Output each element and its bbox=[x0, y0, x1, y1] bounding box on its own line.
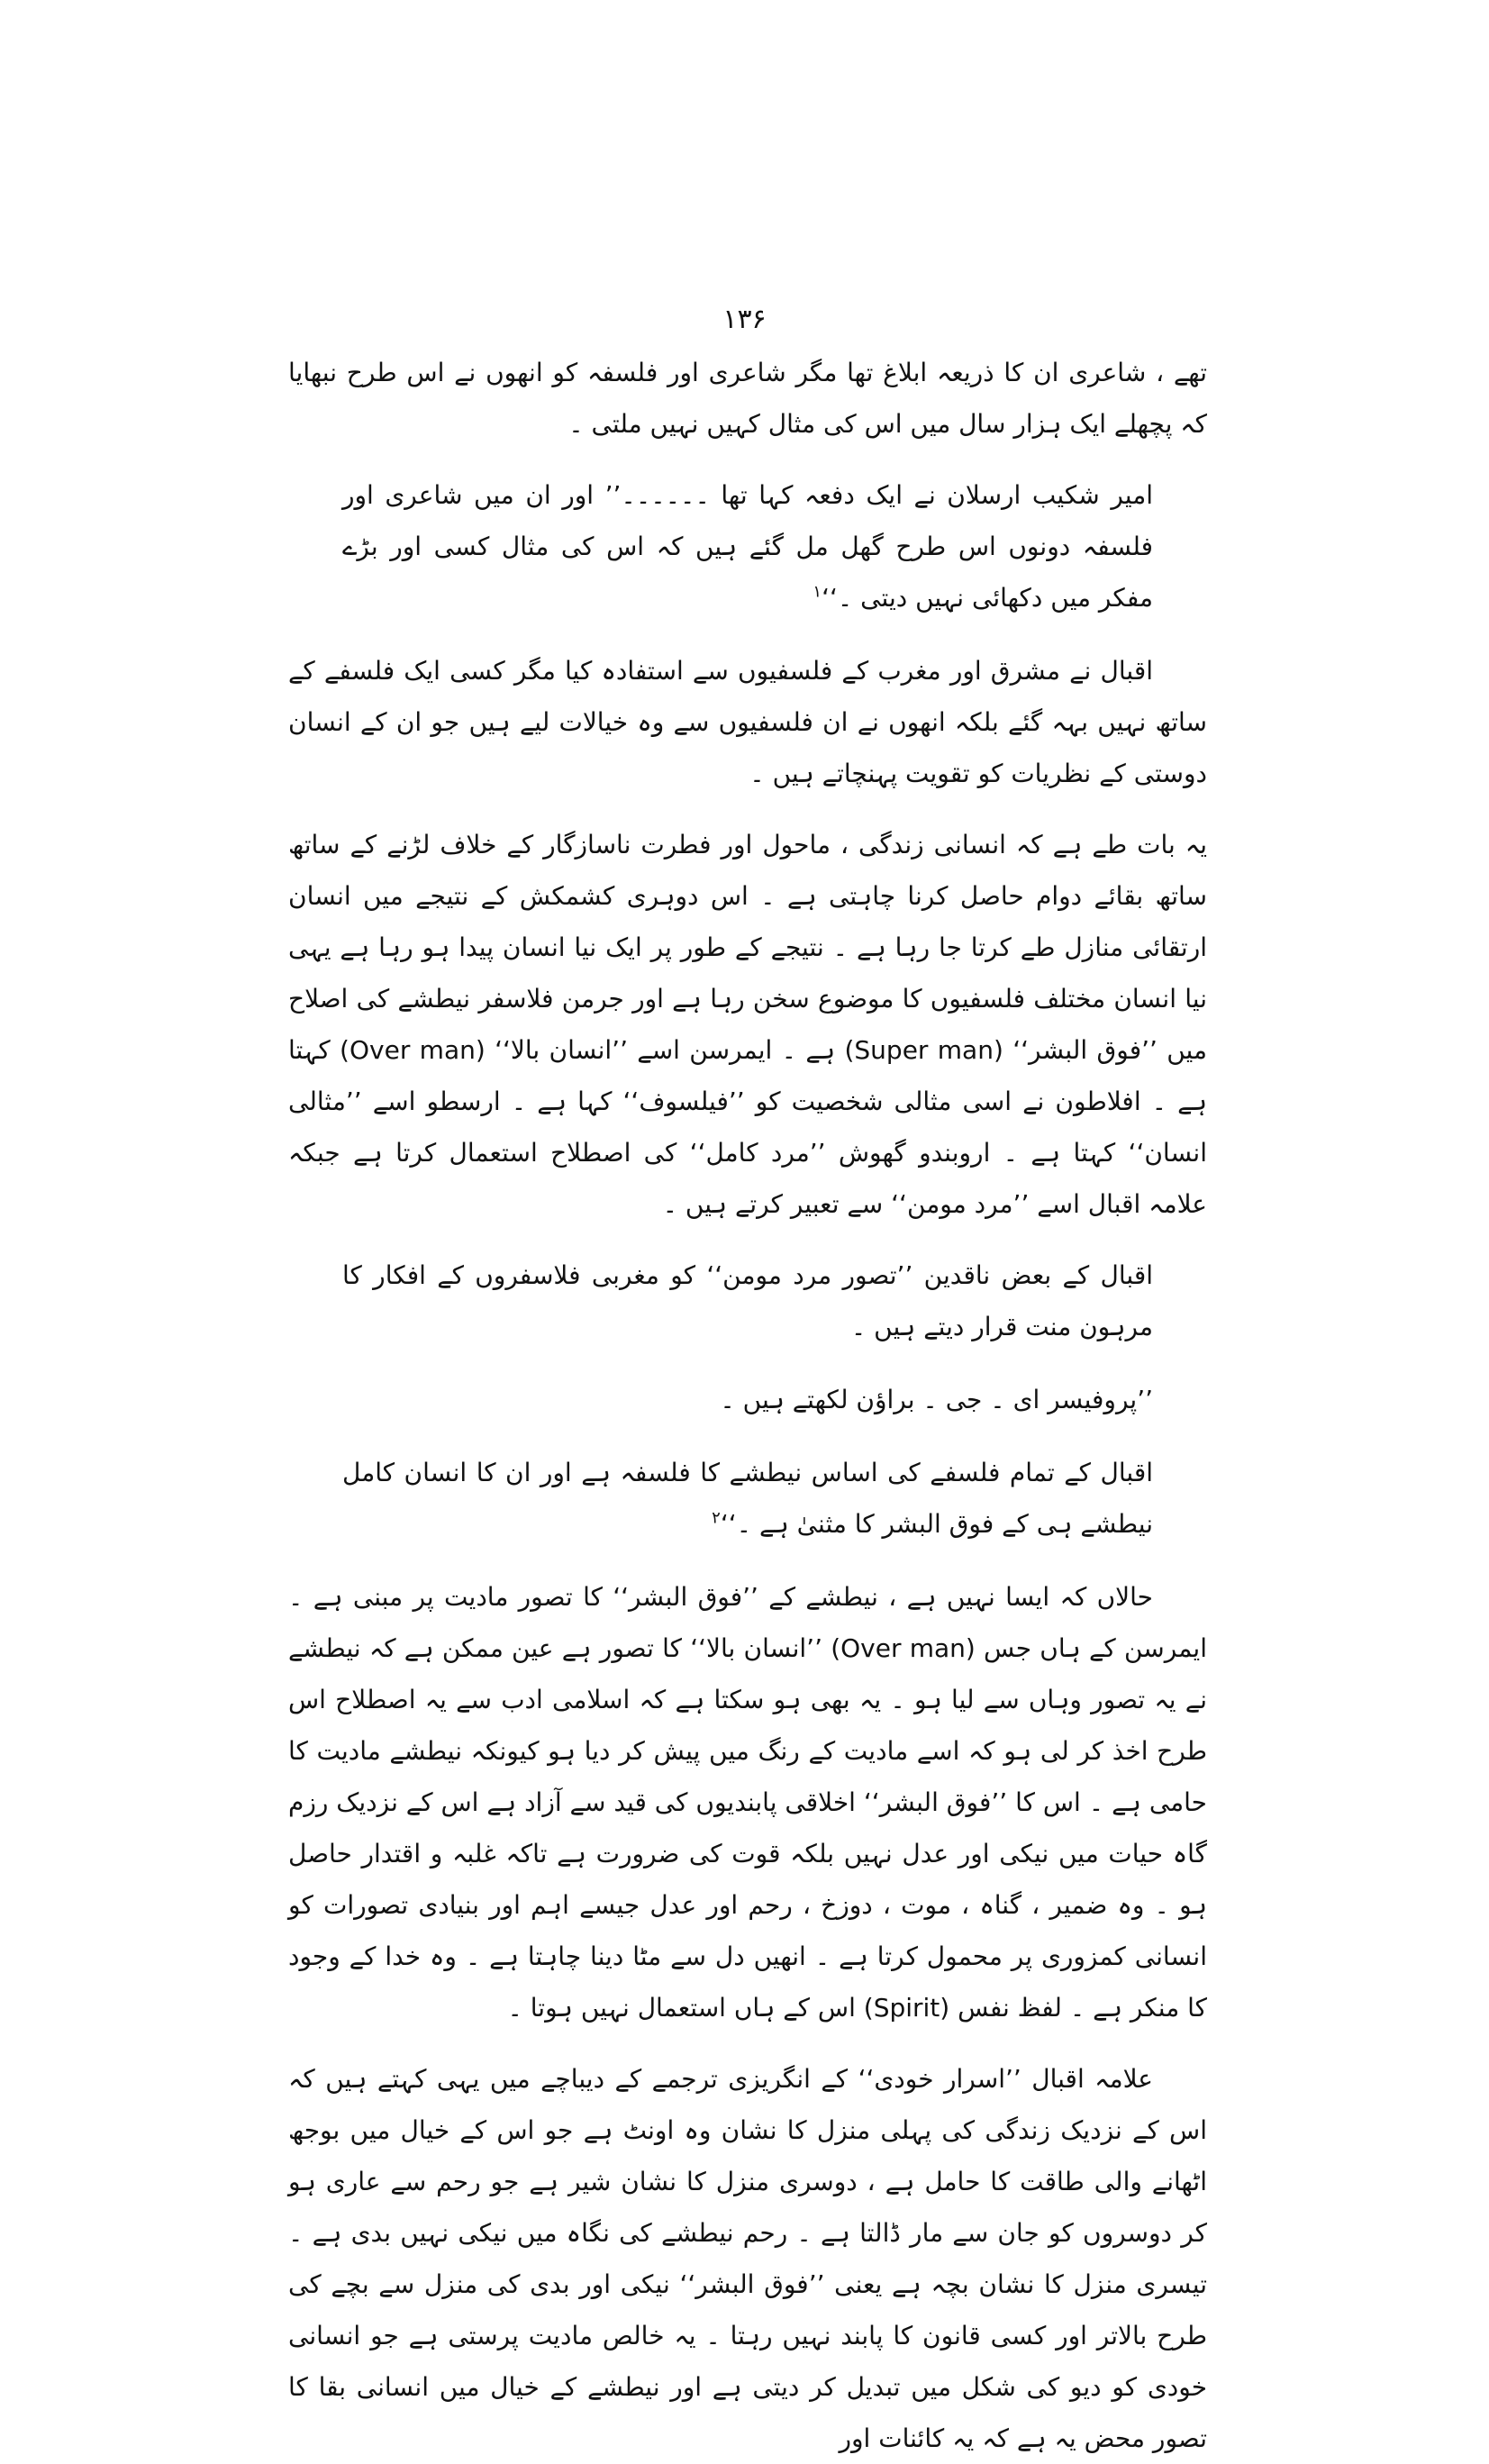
paragraph-critics: اقبال کے بعض ناقدین ’’تصور مرد مومن‘‘ کو مغربی فلاسفروں کے افکار کا مرہون منت قرار دیتے ہیں ۔ bbox=[342, 1260, 1153, 1341]
paragraph-8: حالاں کہ ایسا نہیں ہے ، نیطشے کے ’’فوق البشر‘‘ کا تصور مادیت پر مبنی ہے ۔ ایمرسن کے ہاں جس (Over man) ’’انسان بالا‘‘ کا تصور ہے عین ممکن ہے کہ نیطشے نے یہ تصور وہاں سے لیا ہو ۔ یہ بھی ہو سکتا ہے کہ اسلامی ادب سے یہ اصطلاح اس طرح اخذ کر لی ہو کہ اسے مادیت کے رنگ میں پیش کر دیا ہو کیونکہ نیطشے مادیت کا حامی ہے ۔ اس کا ’’فوق البشر‘‘ اخلاقی پابندیوں کی قید سے آزاد ہے اس کے نزدیک رزم گاہ حیات میں نیکی اور عدل نہیں بلکہ قوت کی ضرورت ہے تاکہ غلبہ و اقتدار حاصل ہو ۔ وہ ضمیر ، گناہ ، موت ، دوزخ ، رحم اور عدل جیسے اہم اور بنیادی تصورات کو انسانی کمزوری پر محمول کرتا ہے ۔ انھیں دل سے مٹا دینا چاہتا ہے ۔ وہ خدا کے وجود کا منکر ہے ۔ لفظ نفس (Spirit) اس کے ہاں استعمال نہیں ہوتا ۔ bbox=[288, 1582, 1207, 2023]
paragraph-4: یہ بات طے ہے کہ انسانی زندگی ، ماحول اور فطرت ناسازگار کے خلاف لڑنے کے ساتھ ساتھ بقائے دوام حاصل کرنا چاہتی ہے ۔ اس دوہری کشمکش کے نتیجے میں انسان ارتقائی منازل طے کرتا جا رہا ہے ۔ نتیجے کے طور پر ایک نیا انسان پیدا ہو رہا ہے یہی نیا انسان مختلف فلسفیوں کا موضوع سخن رہا ہے اور جرمن فلاسفر نیطشے کی اصلاح میں ’’فوق البشر‘‘ (Super man) ہے ۔ ایمرسن اسے ’’انسان بالا‘‘ (Over man) کہتا ہے ۔ افلاطون نے اسی مثالی شخصیت کو ’’فیلسوف‘‘ کہا ہے ۔ ارسطو اسے ’’مثالی انسان‘‘ کہتا ہے ۔ اروبندو گھوش ’’مرد کامل‘‘ کی اصطلاح استعمال کرتا ہے جبکہ علامہ اقبال اسے ’’مرد مومن‘‘ سے تعبیر کرتے ہیں ۔ bbox=[288, 830, 1207, 1219]
paragraph-1: تھے ، شاعری ان کا ذریعہ ابلاغ تھا مگر شاعری اور فلسفہ کو انھوں نے اس طرح نبھایا کہ پچھلے ایک ہزار سال میں اس کی مثال کہیں نہیں ملتی ۔ bbox=[288, 358, 1207, 439]
quote-browne: اقبال کے تمام فلسفے کی اساس نیطشے کا فلسفہ ہے اور ان کا انسان کامل نیطشے ہی کے فوق البشر کا مثنیٰ ہے ۔‘‘$^۲$ bbox=[342, 1458, 1153, 1539]
paragraph-browne-intro: ’’پروفیسر ای ۔ جی ۔ براؤن لکھتے ہیں ۔ bbox=[720, 1385, 1153, 1414]
footnote-marker-2: ۲ bbox=[712, 1508, 721, 1528]
quote-shakib-arslan: امیر شکیب ارسلان نے ایک دفعہ کہا تھا ۔۔۔۔۔۔’’ اور ان میں شاعری اور فلسفہ دونوں اس طرح گھل مل گئے ہیں کہ اس کی مثال کسی اور بڑے مفکر میں دکھائی نہیں دیتی ۔‘‘$^۱$ bbox=[342, 480, 1153, 613]
footnote-marker-1: ۱ bbox=[813, 582, 822, 602]
paragraph-9: علامہ اقبال ’’اسرار خودی‘‘ کے انگریزی ترجمے کے دیباچے میں یہی کہتے ہیں کہ اس کے نزدیک زندگی کی پہلی منزل کا نشان وہ اونٹ ہے جو اس کے خیال میں بوجھ اٹھانے والی طاقت کا حامل ہے ، دوسری منزل کا نشان شیر ہے جو رحم سے عاری ہو کر دوسروں کو جان سے مار ڈالتا ہے ۔ رحم نیطشے کی نگاہ میں نیکی نہیں بدی ہے ۔ تیسری منزل کا نشان بچہ ہے یعنی ’’فوق البشر‘‘ نیکی اور بدی کی منزل سے بچے کی طرح بالاتر اور کسی قانون کا پابند نہیں رہتا ۔ یہ خالص مادیت پرستی ہے جو انسانی خودی کو دیو کی شکل میں تبدیل کر دیتی ہے اور نیطشے کے خیال میں انسانی بقا کا تصور محض یہ ہے کہ یہ کائنات اور bbox=[288, 2064, 1207, 2453]
paragraph-3: اقبال نے مشرق اور مغرب کے فلسفیوں سے استفادہ کیا مگر کسی ایک فلسفے کے ساتھ نہیں بہہ گئے بلکہ انھوں نے ان فلسفیوں سے وہ خیالات لیے ہیں جو ان کے انسان دوستی کے نظریات کو تقویت پہنچاتے ہیں ۔ bbox=[288, 656, 1207, 788]
page-content bbox=[288, 347, 1207, 2464]
page-number: ۱۳۶ bbox=[722, 304, 767, 335]
